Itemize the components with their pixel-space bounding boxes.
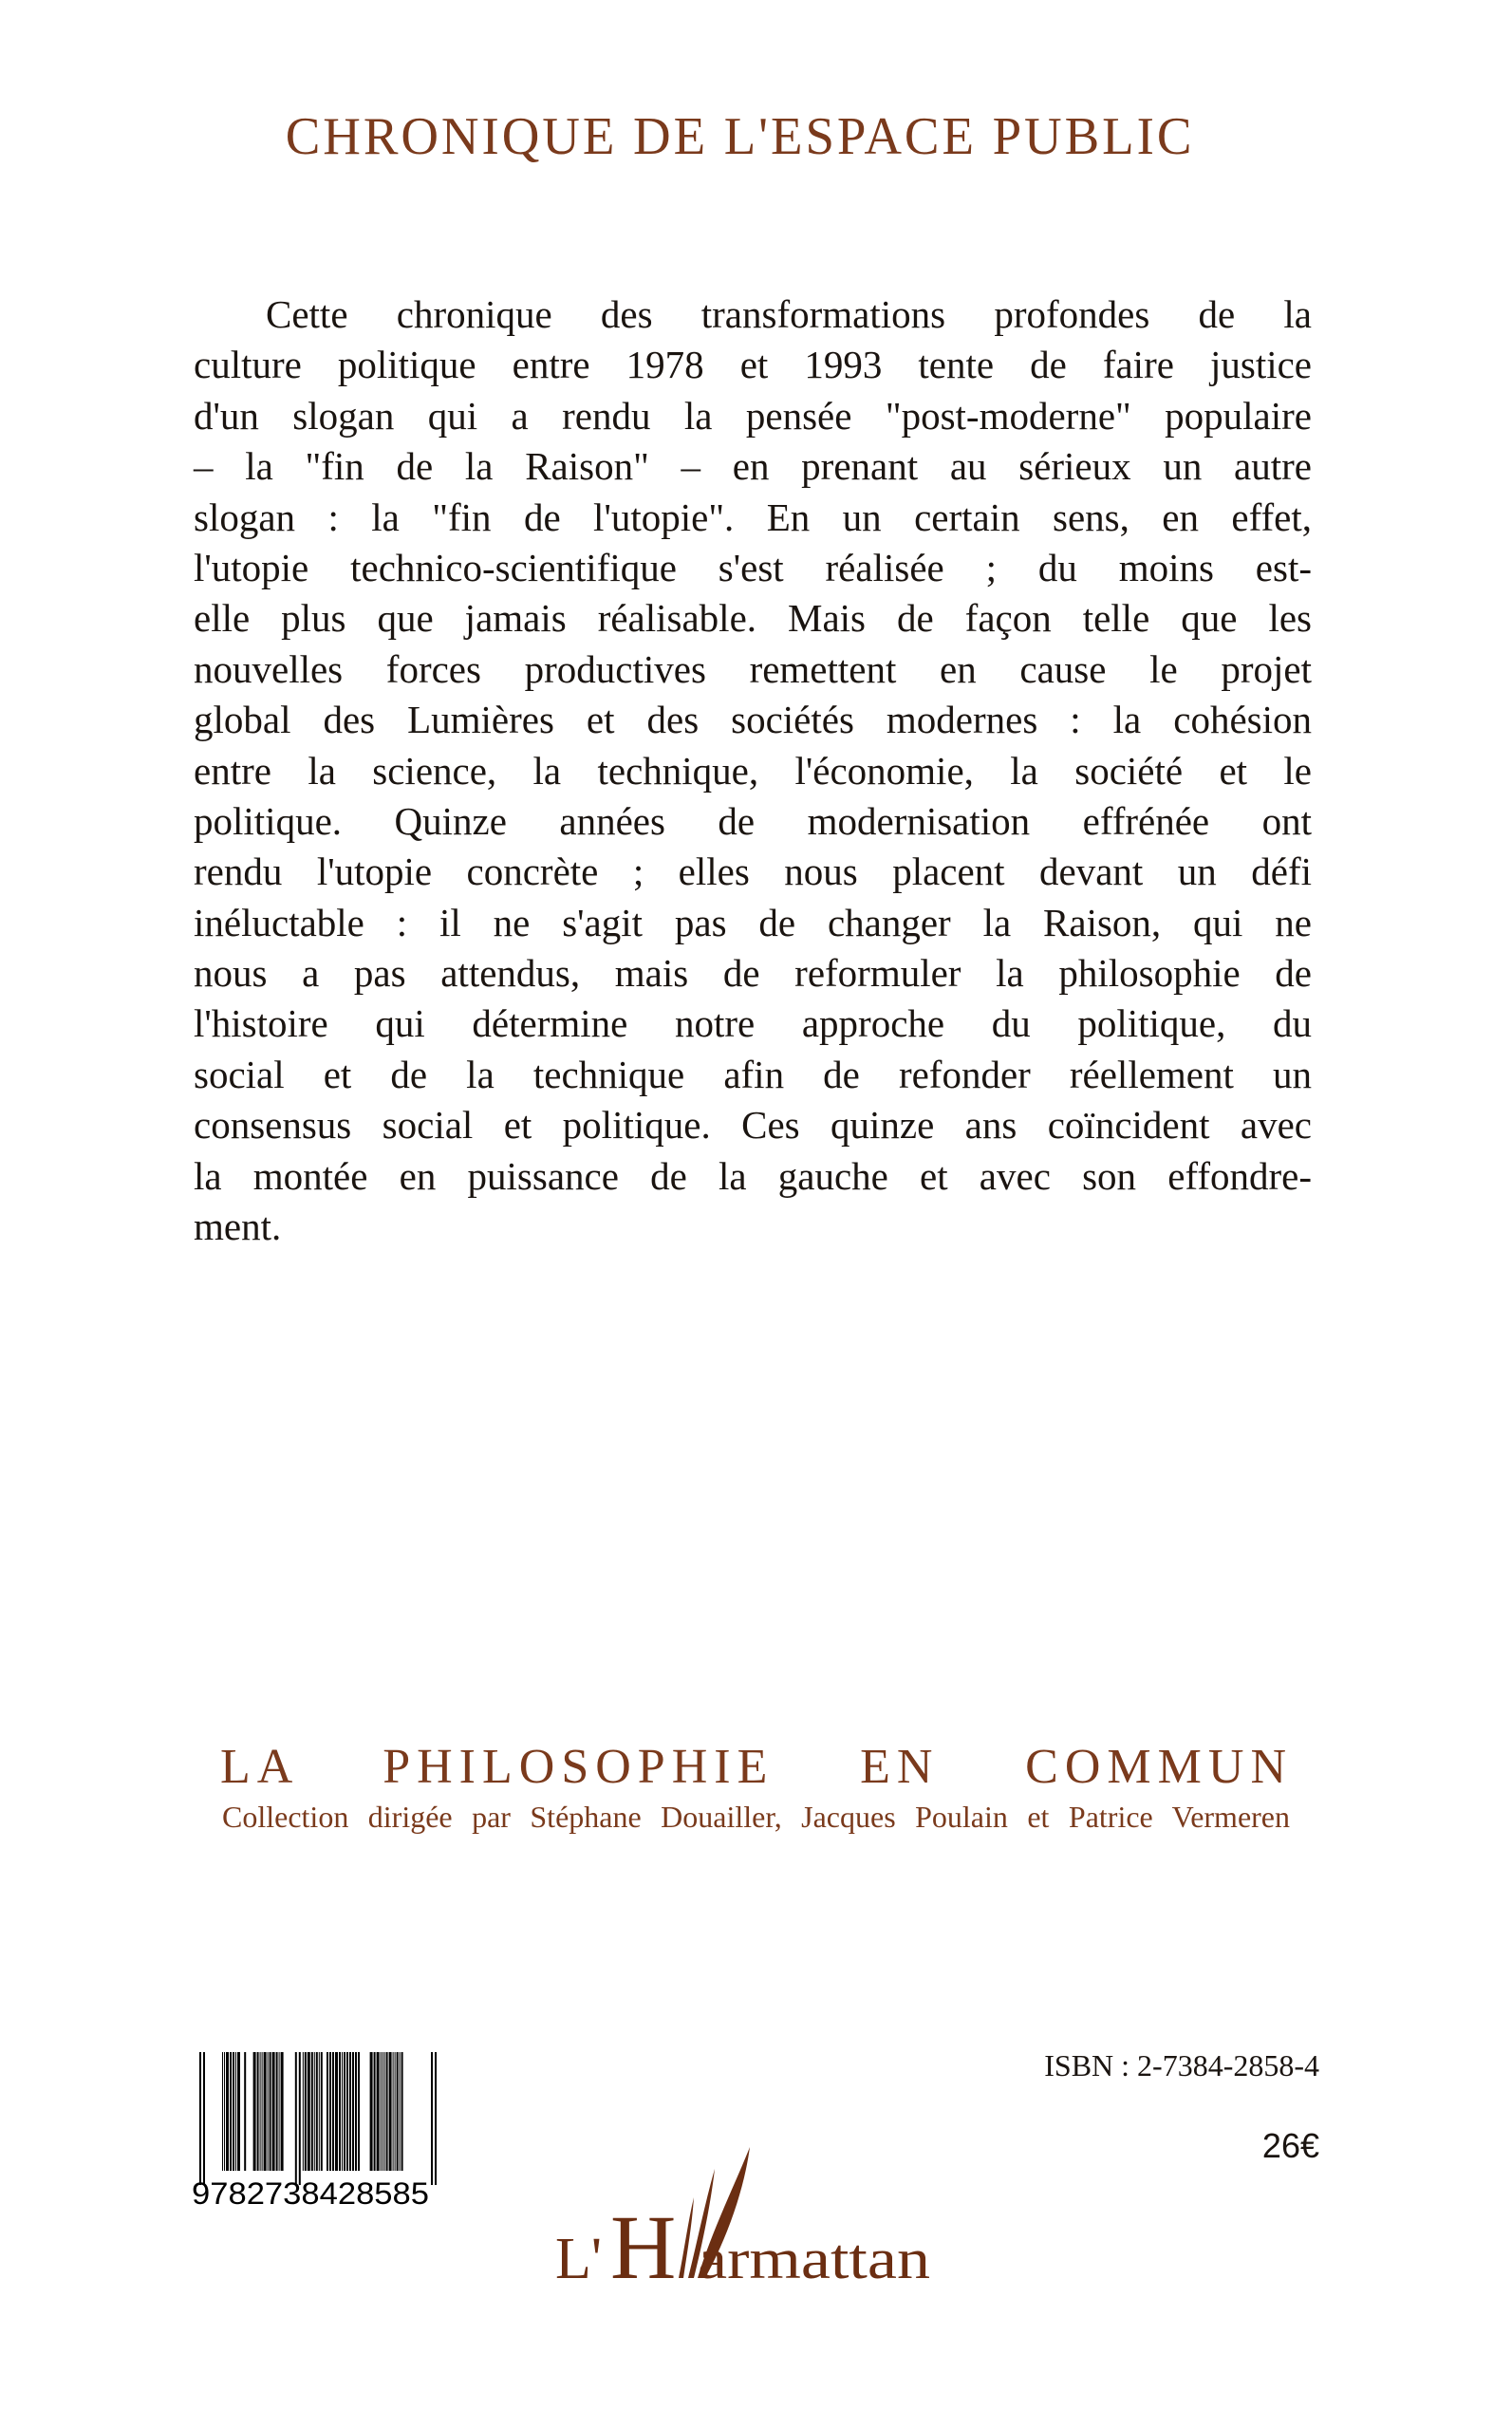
barcode-bar bbox=[311, 2052, 313, 2171]
barcode-bar bbox=[395, 2052, 396, 2171]
barcode-bar bbox=[344, 2052, 345, 2171]
barcode-bar bbox=[401, 2052, 403, 2171]
publisher-logo bbox=[555, 2145, 935, 2288]
barcode-bar bbox=[342, 2052, 343, 2171]
blurb-line: inéluctable : il ne s'agit pas de changer la Raison, qui ne bbox=[194, 900, 1312, 944]
blurb-line: global des Lumières et des sociétés modernes : la cohésion bbox=[194, 698, 1312, 742]
blurb-line: politique. Quinze années de modernisation effrénée ont bbox=[194, 798, 1312, 843]
barcode-bar bbox=[235, 2052, 236, 2171]
barcode-bar bbox=[226, 2052, 229, 2171]
barcode-bar bbox=[384, 2052, 385, 2171]
svg-text:L': L' bbox=[555, 2227, 603, 2288]
collection-directors: Collection dirigée par Stéphane Douailler, Jacques Poulain et Patrice Vermeren bbox=[222, 1800, 1290, 1834]
barcode-bar bbox=[314, 2052, 315, 2171]
barcode-bar bbox=[327, 2052, 328, 2171]
blurb-line: l'utopie technico-scientifique s'est réalisée ; du moins est- bbox=[194, 545, 1312, 589]
blurb-line: – la "fin de la Raison" – en prenant au sérieux un autre bbox=[194, 444, 1312, 489]
barcode bbox=[192, 2052, 443, 2209]
blurb-line: elle plus que jamais réalisable. Mais de façon telle que les bbox=[194, 596, 1312, 641]
barcode-bar bbox=[199, 2052, 201, 2185]
barcode-bar bbox=[203, 2052, 205, 2185]
barcode-bar bbox=[308, 2052, 310, 2171]
barcode-bar bbox=[295, 2052, 297, 2185]
barcode-bar bbox=[237, 2052, 240, 2171]
barcode-bar bbox=[349, 2052, 351, 2171]
blurb-line: social et de la technique afin de refonder réellement un bbox=[194, 1052, 1312, 1096]
barcode-bar bbox=[270, 2052, 271, 2171]
barcode-bar bbox=[435, 2052, 437, 2185]
barcode-bar bbox=[257, 2052, 259, 2171]
barcode-bar bbox=[358, 2052, 360, 2171]
barcode-bar bbox=[224, 2052, 225, 2171]
price: 26€ bbox=[1261, 2126, 1319, 2165]
blurb-line: d'un slogan qui a rendu la pensée "post-moderne" populaire bbox=[194, 393, 1312, 438]
barcode-bar bbox=[260, 2052, 261, 2171]
blurb-line: Cette chronique des transformations profondes de la bbox=[266, 292, 1312, 336]
svg-text:armattan: armattan bbox=[698, 2228, 930, 2288]
barcode-bar bbox=[352, 2052, 354, 2171]
blurb-line: nous a pas attendus, mais de reformuler la philosophie de bbox=[194, 951, 1312, 996]
barcode-bar bbox=[230, 2052, 232, 2171]
blurb-line: consensus social et politique. Ces quinze ans coïncident avec bbox=[194, 1103, 1312, 1148]
barcode-bar bbox=[335, 2052, 338, 2171]
blurb-line: entre la science, la technique, l'économie, la société et le bbox=[194, 748, 1312, 793]
barcode-bar bbox=[279, 2052, 280, 2171]
blurb-line: l'histoire qui détermine notre approche du politique, du bbox=[194, 1001, 1312, 1046]
blurb-line: ment. bbox=[194, 1204, 282, 1249]
svg-text:H: H bbox=[610, 2196, 677, 2288]
barcode-bar bbox=[374, 2052, 376, 2171]
barcode-bar bbox=[397, 2052, 399, 2171]
isbn: ISBN : 2-7384-2858-4 bbox=[1044, 2048, 1319, 2082]
blurb-line: nouvelles forces productives remettent en cause le projet bbox=[194, 646, 1312, 691]
barcode-bar bbox=[268, 2052, 269, 2171]
barcode-bar bbox=[332, 2052, 334, 2171]
barcode-bar bbox=[319, 2052, 320, 2171]
barcode-digits: 9782738428585 bbox=[192, 2176, 429, 2209]
barcode-bar bbox=[262, 2052, 263, 2171]
barcode-bar bbox=[244, 2052, 246, 2171]
barcode-bar bbox=[299, 2052, 301, 2185]
blurb-text bbox=[194, 289, 1312, 1252]
blurb-line: la montée en puissance de la gauche et avec son effondre- bbox=[194, 1153, 1312, 1198]
barcode-bar bbox=[321, 2052, 323, 2171]
blurb-line: rendu l'utopie concrète ; elles nous placent devant un défi bbox=[194, 850, 1312, 894]
blurb-line: culture politique entre 1978 et 1993 tente de faire justice bbox=[194, 343, 1312, 387]
barcode-bar bbox=[389, 2052, 392, 2171]
barcode-bar bbox=[233, 2052, 234, 2171]
barcode-bar bbox=[370, 2052, 373, 2171]
barcode-bar bbox=[222, 2052, 223, 2171]
barcode-bar bbox=[264, 2052, 267, 2171]
barcode-bar bbox=[305, 2052, 307, 2171]
barcode-bar bbox=[329, 2052, 331, 2171]
barcode-bar bbox=[339, 2052, 341, 2171]
barcode-bar bbox=[386, 2052, 388, 2171]
barcode-bar bbox=[381, 2052, 382, 2171]
barcode-bar bbox=[393, 2052, 394, 2171]
barcode-bar bbox=[303, 2052, 304, 2171]
barcode-bar bbox=[346, 2052, 348, 2171]
barcode-bar bbox=[272, 2052, 275, 2171]
barcode-bar bbox=[400, 2052, 401, 2171]
collection-title: LA PHILOSOPHIE EN COMMUN bbox=[220, 1740, 1293, 1794]
barcode-bar bbox=[281, 2052, 284, 2171]
barcode-bar bbox=[355, 2052, 357, 2171]
book-title: CHRONIQUE DE L'ESPACE PUBLIC bbox=[285, 107, 1195, 166]
barcode-bar bbox=[377, 2052, 380, 2171]
barcode-bar bbox=[253, 2052, 256, 2171]
blurb-line: slogan : la "fin de l'utopie". En un certain sens, en effet, bbox=[194, 495, 1312, 539]
barcode-bar bbox=[276, 2052, 278, 2171]
barcode-bar bbox=[431, 2052, 433, 2185]
barcode-bar bbox=[316, 2052, 318, 2171]
